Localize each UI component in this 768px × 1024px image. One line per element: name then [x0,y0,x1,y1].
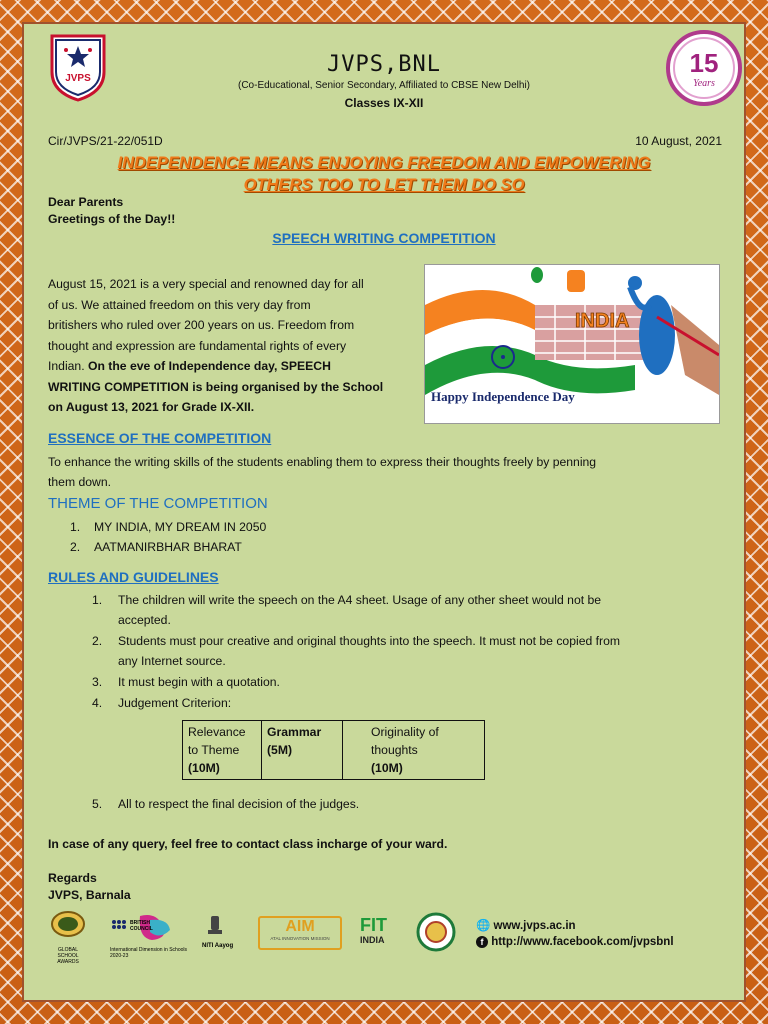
affiliation-text: (Co-Educational, Senior Secondary, Affiliated to CBSE New Delhi) [238,80,530,91]
cell-text: to Theme [188,743,240,757]
rule-item: 3. It must begin with a quotation. [92,675,280,689]
headline [24,152,744,196]
cell-text: (10M) [371,761,403,775]
rule-text: It must begin with a quotation. [118,675,280,689]
niti-aayog-text: NITI Aayog [202,943,234,949]
cell-text: Relevance [188,725,246,739]
theme-item: 1. MY INDIA, MY DREAM IN 2050 [70,520,267,534]
rule-continuation: any Internet source. [118,654,226,668]
british-council-text: BRITISH COUNCIL [130,920,153,932]
judgement-criteria-table [182,720,485,780]
badge-text: Years [693,78,715,89]
facebook-icon: f [476,936,488,948]
circular-date: 10 August, 2021 [635,134,722,148]
intro-line: August 15, 2021 is a very special and renowned day for all [48,277,364,291]
aim-logo [258,916,342,950]
classes-text: Classes IX-XII [344,96,424,110]
criterion-grammar [262,721,343,780]
theme-heading: THEME OF THE COMPETITION [48,495,268,512]
british-council-logo [110,914,190,959]
criterion-originality [343,721,485,780]
table-row [183,721,485,780]
website-line [476,918,576,932]
competition-title: SPEECH WRITING COMPETITION [272,230,496,246]
intro-line [48,356,418,377]
fit-india-logo [360,916,400,946]
theme-item: 2. AATMANIRBHAR BHARAT [70,540,242,554]
cell-text: (10M) [188,761,220,775]
salutation: Dear Parents [48,195,124,209]
rule-text: All to respect the final decision of the judges. [118,797,360,811]
query-text: In case of any query, feel free to contact class incharge of your ward. [48,837,448,851]
cell-text: (5M) [267,743,293,757]
emblem-icon [202,914,228,938]
rule-text: The children will write the speech on the A4 sheet. Usage of any other sheet would not be [118,593,602,607]
rule-item: 5. All to respect the final decision of the judges. [92,797,360,811]
image-caption: Happy Independence Day [431,389,575,404]
intro-paragraph [48,274,418,418]
global-awards-text: GLOBAL SCHOOL AWARDS [57,947,79,965]
essence-heading: ESSENCE OF THE COMPETITION [48,430,272,446]
essence-line-2: them down. [48,475,112,489]
website-link[interactable]: www.jvps.ac.in [493,920,576,932]
circular-ref: Cir/JVPS/21-22/051D [48,134,163,148]
criterion-relevance [183,721,262,780]
intl-dimension-text: International Dimension in Schools 2020-23 [110,947,187,959]
intro-line: WRITING COMPETITION is being organised by the School [48,379,384,394]
independence-illustration [425,265,719,423]
cell-text: thoughts [371,743,418,757]
facebook-link[interactable]: http://www.facebook.com/jvpsbnl [491,936,674,948]
document [22,22,746,1002]
intro-text: Indian. [48,359,88,373]
globe-icon: 🌐 [476,920,491,932]
theme-item-text: AATMANIRBHAR BHARAT [94,540,242,554]
greeting: Greetings of the Day!! [48,212,176,226]
niti-aayog-logo [202,914,248,950]
rule-continuation: accepted. [118,613,171,627]
facebook-line [476,936,674,948]
aim-text: AIM [285,918,315,935]
cbse-seal-icon [416,912,456,952]
intro-bold-text: On the eve of Independence day, SPEECH [87,359,331,373]
india-text: INDIA [575,310,630,332]
award-icon [48,910,88,942]
rule-item: 1. The children will write the speech on the A4 sheet. Usage of any other sheet would not be [92,593,602,607]
signoff: JVPS, Barnala [48,888,131,902]
fit-subtext: INDIA [360,935,385,945]
theme-item-text: MY INDIA, MY DREAM IN 2050 [94,520,267,534]
aim-subtext: ATAL INNOVATION MISSION [270,936,330,941]
school-name: JVPS,BNL [327,52,441,77]
intro-line: of us. We attained freedom on this very day from [48,297,311,312]
rules-heading: RULES AND GUIDELINES [48,569,219,585]
rule-item: 2. Students must pour creative and original thoughts into the speech. It must not be copied from [92,634,621,648]
global-school-awards-logo [48,910,88,965]
regards: Regards [48,871,97,885]
rule-text: Judgement Criterion: [118,696,232,710]
rule-text: Students must pour creative and original thoughts into the speech. It must not be copied from [118,634,621,648]
fit-text: FIT [360,915,387,935]
rule-item: 4. Judgement Criterion: [92,696,232,710]
intro-line: on August 13, 2021 for Grade IX-XII. [48,400,255,414]
headline-line-1: INDEPENDENCE MEANS ENJOYING FREEDOM AND EMPOWERING [117,154,651,172]
intro-line: britishers who ruled over 200 years on us. Freedom from [48,318,355,332]
independence-day-image [424,264,720,424]
cell-text: Grammar [267,725,322,739]
intro-line: thought and expression are fundamental rights of every [48,338,347,353]
logo-text: JVPS [65,73,91,84]
badge-number: 15 [689,48,719,78]
essence-line-1: To enhance the writing skills of the students enabling them to express their thoughts freely by penning [48,455,597,469]
cell-text: Originality of [371,725,439,739]
headline-line-2: OTHERS TOO TO LET THEM DO SO [243,176,525,194]
